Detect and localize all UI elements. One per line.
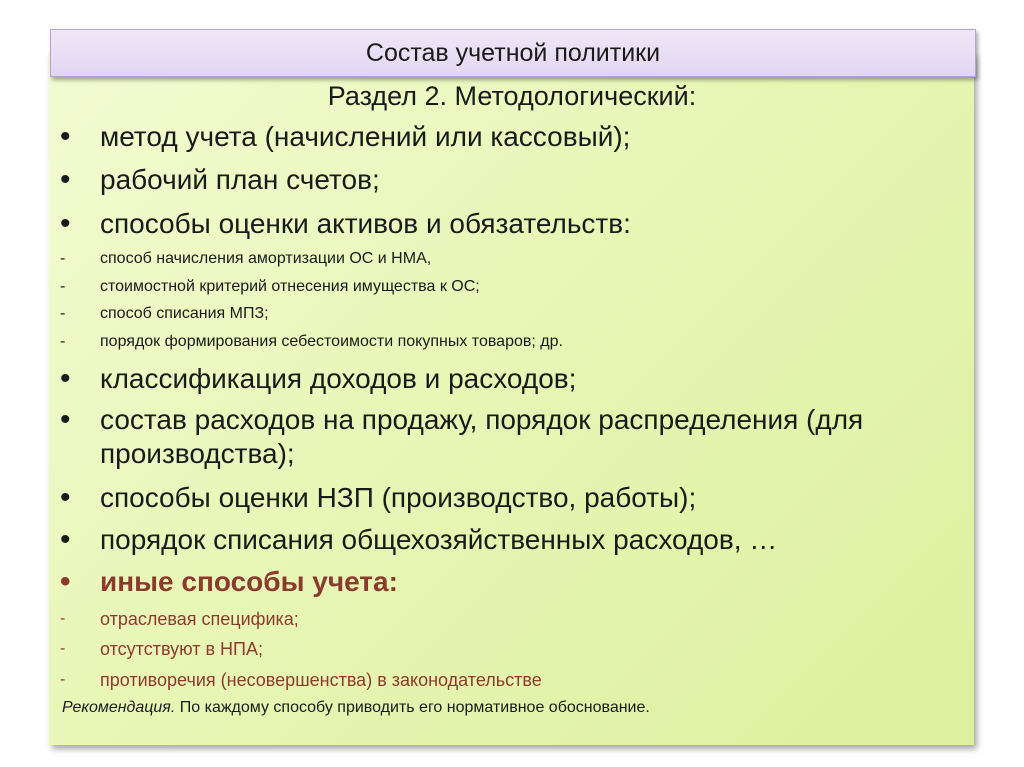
bullet-text: состав расходов на продажу, порядок распределения (для производства); [100,404,864,469]
sub-item-text: способ начисления амортизации ОС и НМА, [100,250,432,267]
bullet-marker: • [60,403,71,436]
bullet-marker: • [60,362,71,395]
section-subtitle: Раздел 2. Методологический: [327,81,697,111]
dash-marker: - [60,250,66,267]
dash-marker: - [60,671,66,688]
bullet-text: метод учета (начислений или кассовый); [100,121,631,152]
bullet-text: классификация доходов и расходов; [100,363,577,394]
slide-title [50,29,976,77]
bullet-marker: • [60,481,71,514]
sub-item-text: способ списания МПЗ; [100,305,269,322]
bullet-marker: • [60,163,71,196]
dash-marker: - [60,333,66,350]
bullet-text: порядок списания общехозяйственных расходов, … [100,524,778,555]
dash-marker: - [60,278,66,295]
title-text: Состав учетной политики [365,38,661,67]
other-methods-heading-text: иные способы учета: [100,566,398,597]
recommendation-text: По каждому способу приводить его нормативное обоснование. [175,699,650,716]
bullet-marker: • [60,565,71,598]
recommendation [62,699,650,717]
dash-marker: - [60,640,66,657]
bullet-text: рабочий план счетов; [100,164,380,195]
other-method-text: противоречия (несовершенства) в законодательстве [100,670,542,690]
dash-marker: - [60,305,66,322]
bullet-text: способы оценки активов и обязательств: [100,208,631,239]
bullet-marker: • [60,523,71,556]
other-method-text: отраслевая специфика; [100,609,299,629]
sub-item-text: порядок формирования себестоимости покупных товаров; др. [100,333,563,350]
recommendation-label: Рекомендация. [62,699,176,716]
bullet-text: способы оценки НЗП (производство, работы); [100,482,697,513]
sub-item-text: стоимостной критерий отнесения имущества к ОС; [100,278,480,295]
bullet-marker: • [60,120,71,153]
dash-marker: - [60,610,66,627]
other-method-text: отсутствуют в НПА; [100,639,263,659]
bullet-marker: • [60,207,71,240]
